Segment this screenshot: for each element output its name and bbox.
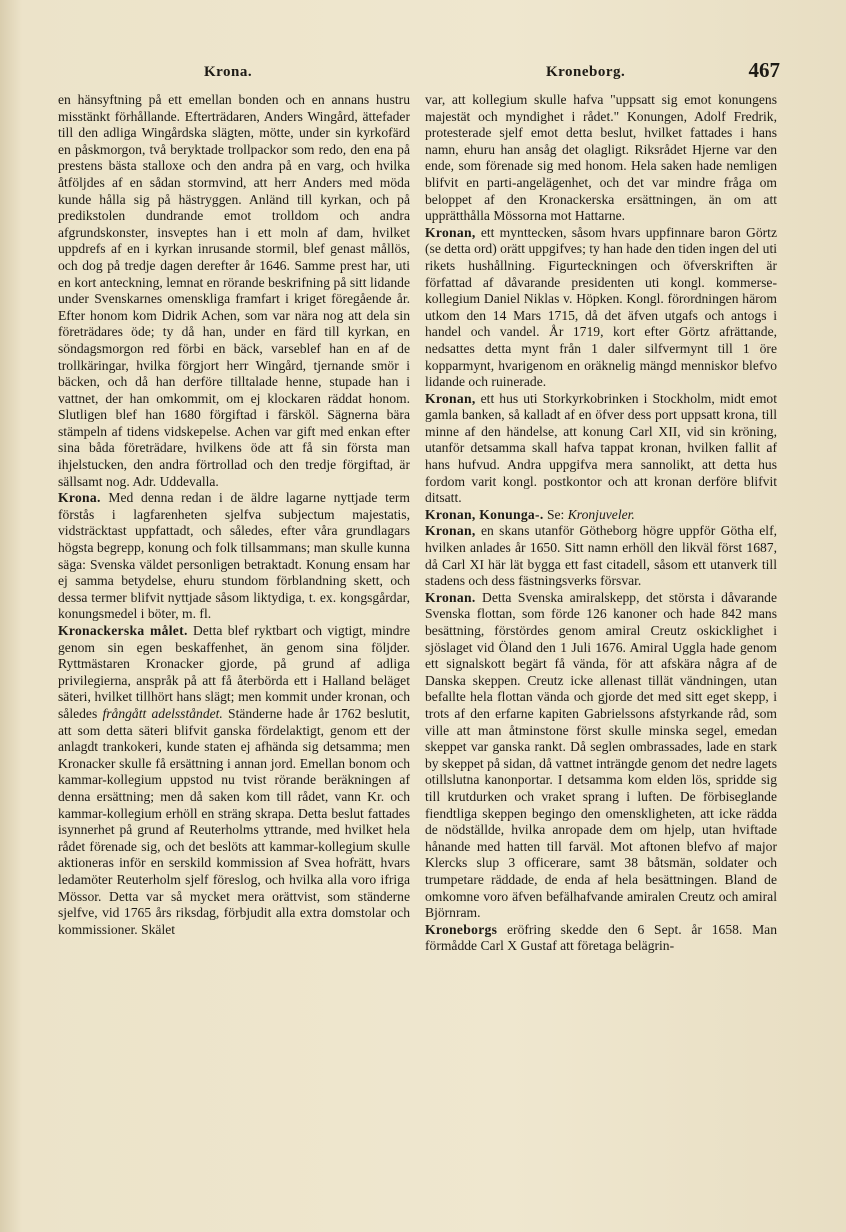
entry-headword: Kronackerska målet. bbox=[58, 623, 188, 638]
entry-text: Ständerne hade år 1762 beslutit, att som detta säteri blifvit ganska fördelaktigt, genom ett der anlagdt trankokeri, kunde staten ej afhända sig detsamma; men Kronacker skulle få ersättning i annan jord. Emellan bonom och kammar-kollegium uppstod nu tvist rörande beräkningen af denna ersättning; men då saken kom till rådet, vann Kr. och kammar-kollegium erhöll en sträng skrapa. Detta beslut fattades isynnerhet på grund af Reuterholms yttrande, med hvilket hela rådet förenade sig, och det beslöts att kammar-kollegium skulle aktioneras inför en serskild kommission af Svea hofrätt, hvars ledamöter Reuterholm sjelf föreslog, och hvilka alla voro ifriga Mössor. Detta var så mycket mera orättvist, som ständerne sjelfve, vid 1765 års riksdag, förbjudit alla extra domstolar och kommissioner. Skälet bbox=[58, 705, 411, 937]
entry-kronan-skans bbox=[425, 523, 777, 589]
right-paragraph-1: var, att kollegium skulle hafva "uppsatt sig emot konungens majestät och myndighet i rådet." Konungen, Adolf Fredrik, protesterade sjelf emot detta beslut, hvilket fattades i hans namn, ehuru han ansåg det olagligt. Riksrådet Hjerne var den ende, som förenade sig med honom. Hela saken hade nemligen blifvit en parti-angelägenhet, och det var mindre fråga om beloppet af den Kronackerska ersättningen, än om att upprätthålla Mössorna mot Hattarne. bbox=[425, 92, 777, 224]
entry-headword: Kronan, bbox=[425, 224, 476, 240]
left-paragraph-1: en hänsyftning på ett emellan bonden och en annans hustru misstänkt förhållande. Efterträdaren, Anders Wingård, ättefader till den adliga Wingårdska slägten, mötte, under sin kyrkofärd en påskmorgon, två beryktade trollpackor som redo, den ena på prestens bästa stalloxe och den andra på en varg, och hvilka åtföljdes af en sådan stormvind, att herr Anders med möda kunde hålla sig på hästryggen. Anländ till kyrkan, och på predikstolen dundrande emot trolldom och andra afgrundskonster, insveptes han i ett moln af dam, hvilket uppdrefs af en i kyrkan inrusande stormil, blef genast mållös, och dog på tredje dagen derefter år 1646. Samme prest har, uti en kort anteckning, lemnat en rörande beskrifning på sitt lidande under Svenskarnes omenskliga framfart i kriget föregående år. Efter honom kom Didrik Achen, som var nära nog att dela sin företrädares öde; ty då han, under en färd till kyrkan, en söndagsmorgon red förbi en bäck, varseblef han en af de trollkäringar, hvilka förgjort herr Wingård, tjernande smör i bäcken, och då han derföre tilltalade henne, stupade han i vattnet, der han omkommit, om ej klockaren räddat honom. Slutligen blef han 1680 förgiftad i färsköl. Sägnerna bära stämpeln af tidens vidskepelse. Achen var gift med enkan efter sina båda företrädare, hvilkens öde att få sin första man ihjelstucken, den andra förtrollad och den tredje förgiftad, är sällsamt nog. Adr. Uddevalla. bbox=[58, 92, 410, 489]
right-column bbox=[425, 92, 777, 955]
entry-text: Detta blef ryktbart och vigtigt, mindre genom sin egen beskaffenhet, än genom sina följder. Ryttmästaren Kronacker gjorde, på grund af adliga privilegierna, anspråk på att få återbörda ett i Halland beläget säteri, hvilket tillhört hans slägt; men kommit under kronan, och således bbox=[58, 623, 411, 721]
header-right-title: Kroneborg. bbox=[546, 64, 626, 80]
entry-headword: Kroneborgs bbox=[425, 921, 498, 937]
entry-italic-text: frångått adelsståndet. bbox=[102, 705, 223, 721]
entry-kronan-hus bbox=[425, 391, 777, 507]
entry-headword: Kronan, Konunga-. bbox=[425, 506, 544, 522]
entry-headword: Kronan, bbox=[425, 523, 476, 539]
entry-text: en skans utanför Götheborg högre uppför Götha elf, hvilken anlades år 1650. Sitt namn erhöll den likväl först 1687, då Carl XI här lät bygga ett fast citadell, såsom ett utanverk till stadens och dess fästningsverks försvar. bbox=[425, 523, 777, 589]
page-number: 467 bbox=[748, 58, 780, 82]
entry-kronan-mynt bbox=[425, 225, 777, 391]
left-column bbox=[58, 92, 410, 938]
entry-headword: Kronan, bbox=[425, 390, 476, 406]
header-left-title: Krona. bbox=[204, 64, 253, 80]
entry-kroneborgs bbox=[425, 922, 777, 955]
entry-headword: Krona. bbox=[58, 490, 101, 506]
entry-kronan-skepp bbox=[425, 590, 777, 922]
entry-text: eröfring skedde den 6 Sept. år 1658. Man förmådde Carl X Gustaf att företaga belägrin- bbox=[425, 921, 777, 954]
entry-krona bbox=[58, 490, 410, 623]
entry-text: Med denna redan i de äldre lagarne nyttjade term förstås i lagfarenheten sjelfva subjectum majestatis, vidsträcktast uppfattadt, och således, efter våra grundlagars högsta begrepp, konung och folk tillsammans; man skulle kunna säga: Svenska väldet personligen betraktadt. Konung ensam har ej samma betydelse, ehuru stundom förblandning skett, och dessa termer blifvit nyttjade såsom liktydiga, t. ex. kongsgårdar, konungsmedel i böter, m. fl. bbox=[58, 490, 410, 622]
entry-text: ett hus uti Storkyrkobrinken i Stockholm, midt emot gamla banken, så kalladt af en öfver dess port uppsatt krona, till minne af den händelse, att konung Carl XII, vid sin kröning, utanför detsamma skall hafva tappat kronan, hvilken fallit af hans hufvud. Andra uppgifva mera sannolikt, att detta hus fordom varit kongl. postkontor och att kronan derföre blifvit ditsatt. bbox=[425, 390, 777, 506]
entry-text: Detta Svenska amiralskepp, det största i dåvarande Svenska flottan, som förde 126 kanoner och hade 842 mans besättning, förstördes genom amiral Creutz oskicklighet i sjöslaget vid Öland den 1 Juli 1676. Amiral Uggla hade genom ett signalskott begärt få vända, för att afskära några af de Danska skeppen. Creutz icke allenast tillät vändningen, utan befallte hela flottan vända och gjorde det med sitt eget skepp, i trots af den erfarne kapiten Gabrielssons afstyrkande råd, som ville att man åtminstone först skulle minska segel, emedan skeppet var ganska rankt. Då seglen ombrassades, lade en stark by skeppet på sidan, då vattnet inträngde genom det nedre lagets otillslutna kanonportar. I detsamma kom elden lös, spridde sig till krutdurken och vraket sprang i luften. De förbiseglande fiendtliga skeppen begingo den omenskligheten, att icke rädda de nödställde, hvilka anropade dem om hjelp, utan hviftade hånande med hatten till farväl. Mot aftonen blefvo af major Klercks slup 3 officerare, samt 38 båtsmän, soldater och trumpetare räddade, de enda af hela besättningen. Bland de omkomne voro äfven befälhafvande amiralen Creutz och amiral Björnram. bbox=[425, 589, 777, 921]
running-header bbox=[56, 58, 780, 88]
entry-see: Se: bbox=[546, 506, 565, 522]
entry-headword: Kronan. bbox=[425, 589, 476, 605]
entry-kronan-konunga bbox=[425, 507, 777, 524]
entry-kronackerska-malet bbox=[58, 623, 410, 938]
entry-text: ett mynttecken, såsom hvars uppfinnare baron Görtz (se detta ord) orätt uppgifves; ty han hade den tiden ingen del uti rikets hushållning. Figurteckningen och öfverskriften är författad af dåvarande presidenten uti kongl. kommerse-kollegium Daniel Niklas v. Höpken. Kongl. förordningen härom utkom den 14 Mars 1715, då det äfven utgafs och antogs i handel och vandel. År 1719, kort efter Görtz afrättande, nedsattes detta mynt från 1 daler silfvermynt till 1 öre kopparmynt, hvarigenom en oräknelig mängd menniskor blefvo lidande och ruinerade. bbox=[425, 224, 777, 390]
entry-cross-reference: Kronjuveler. bbox=[567, 506, 635, 522]
